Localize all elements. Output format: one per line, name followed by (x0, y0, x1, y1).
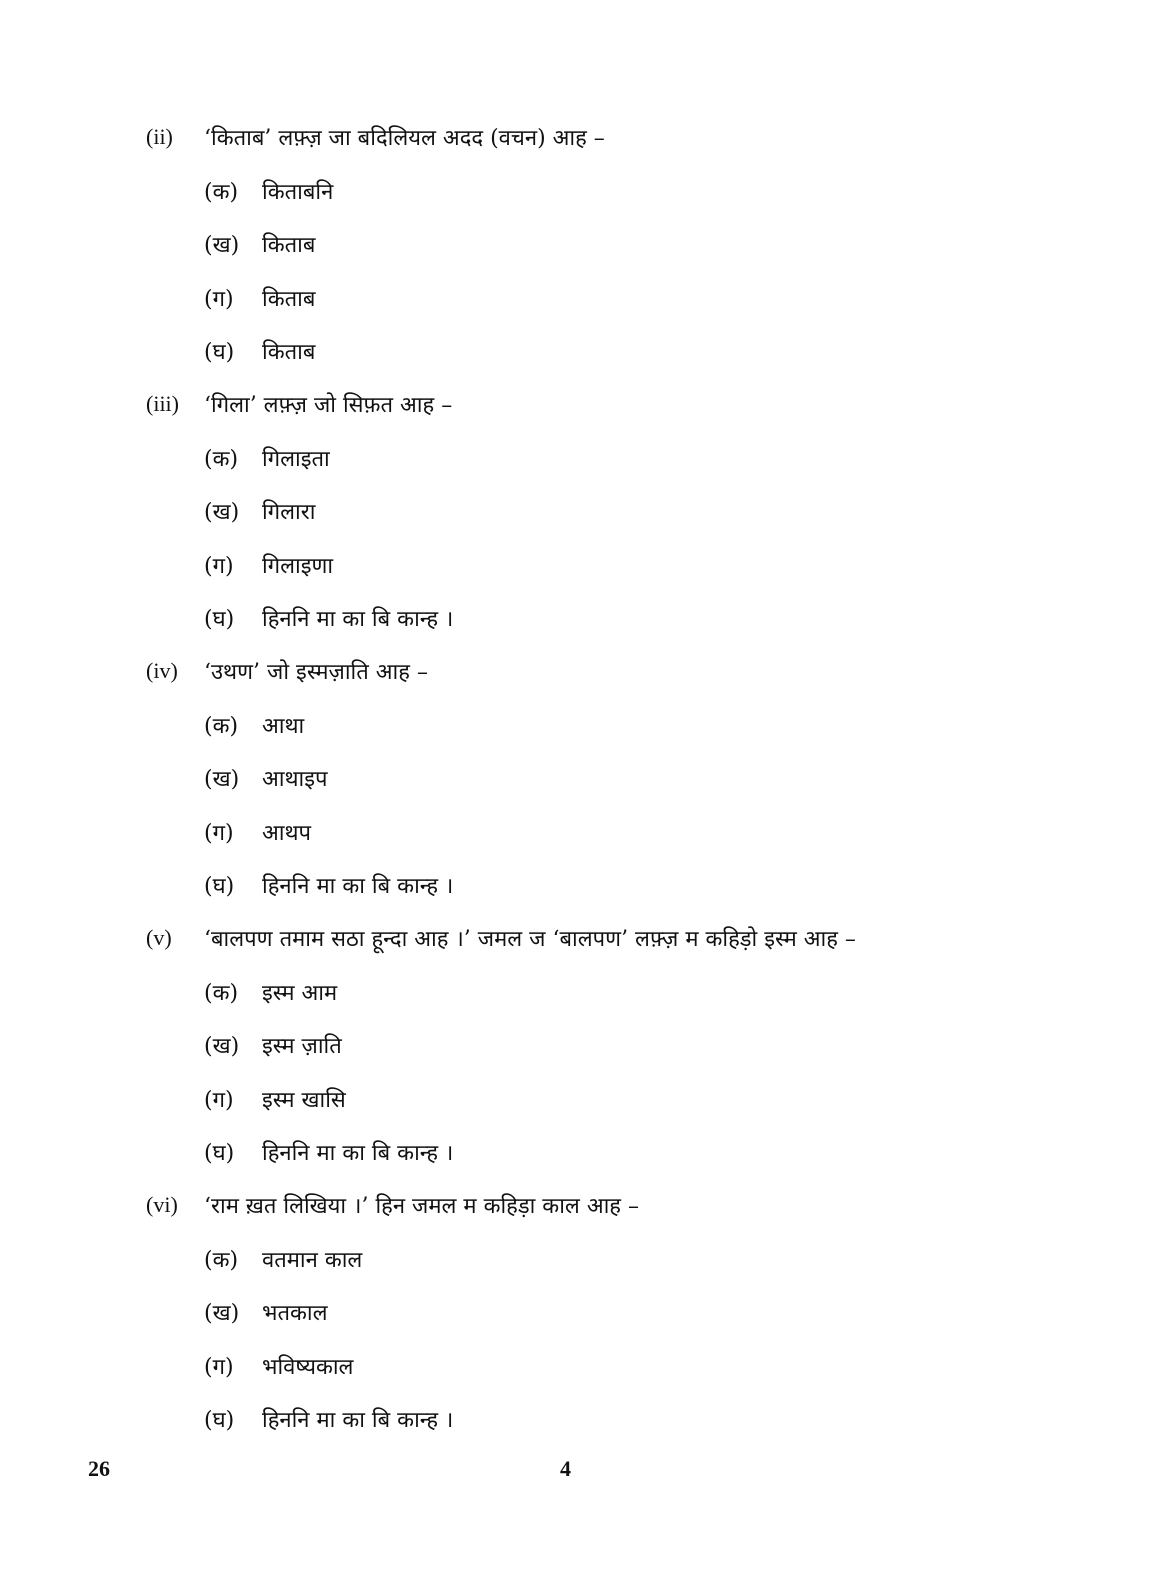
option-label: (क) (204, 180, 239, 205)
option-label: (घ) (204, 606, 235, 632)
question-vi (0, 1186, 1152, 1453)
option-label: (क) (204, 1248, 239, 1273)
option-text: किताब (262, 339, 316, 365)
option-text: आथप (262, 820, 312, 846)
question-text: ‘किताब’ लफ़्ज़ जा बदिलियल अदद (वचन) आह – (204, 126, 605, 151)
option-text: आथा (262, 714, 305, 739)
option-text: इस्म आम (262, 981, 338, 1006)
option-label: (क) (204, 447, 239, 472)
option-text: आथाइप (262, 767, 328, 793)
question-text: ‘गिला’ लफ़्ज़ जो सिफ़त आह – (204, 393, 453, 418)
option-label: (ग) (204, 820, 234, 846)
option-ka (0, 172, 1152, 225)
question-header (0, 118, 1152, 172)
option-label: (ख) (204, 500, 240, 526)
option-label: (ग) (204, 286, 234, 312)
question-text: ‘उथण’ जो इस्मज़ाति आह – (204, 660, 428, 685)
option-ga (0, 1080, 1152, 1133)
option-text: गिलाइणा (262, 553, 334, 579)
option-kha (0, 225, 1152, 278)
option-label: (घ) (204, 339, 235, 365)
question-number: (ii) (146, 124, 173, 149)
question-number: (iv) (146, 658, 178, 683)
option-kha (0, 759, 1152, 812)
option-label: (ग) (204, 1354, 234, 1380)
option-text: इस्म ज़ाति (262, 1034, 342, 1060)
option-text: भतकाल (262, 1301, 328, 1327)
option-gha (0, 332, 1152, 385)
question-number: (iii) (146, 391, 179, 416)
option-ga (0, 546, 1152, 599)
question-text: ‘राम ख़त लिखिया ।’ हिन जमल म कहिड़ा काल आह – (204, 1194, 639, 1219)
question-header (0, 652, 1152, 706)
question-v (0, 919, 1152, 1186)
option-text: किताब (262, 286, 316, 312)
question-number: (vi) (146, 1192, 178, 1217)
option-gha (0, 866, 1152, 919)
option-label: (ख) (204, 1034, 240, 1060)
option-kha (0, 1026, 1152, 1079)
option-label: (घ) (204, 1140, 235, 1166)
option-text: किताबनि (262, 180, 334, 205)
option-ka (0, 439, 1152, 492)
question-header (0, 385, 1152, 439)
option-gha (0, 1400, 1152, 1453)
question-header (0, 919, 1152, 973)
option-text: वतमान काल (262, 1248, 363, 1273)
option-label: (ख) (204, 233, 240, 259)
option-text: हिननि मा का बि कान्ह । (262, 606, 454, 632)
paper-code: 26 (88, 1456, 110, 1481)
option-ka (0, 1240, 1152, 1293)
option-ka (0, 973, 1152, 1026)
option-text: इस्म खासि (262, 1087, 346, 1113)
option-gha (0, 1133, 1152, 1186)
option-gha (0, 599, 1152, 652)
page-number: 4 (560, 1456, 571, 1481)
option-label: (क) (204, 981, 239, 1006)
option-text: भविष्यकाल (262, 1354, 354, 1380)
question-number: (v) (146, 925, 172, 950)
option-label: (ग) (204, 553, 234, 579)
option-kha (0, 1293, 1152, 1346)
option-ga (0, 813, 1152, 866)
option-label: (ग) (204, 1087, 234, 1113)
option-label: (घ) (204, 873, 235, 899)
option-label: (ख) (204, 767, 240, 793)
option-text: हिननि मा का बि कान्ह । (262, 1407, 454, 1433)
option-ka (0, 706, 1152, 759)
question-iv (0, 652, 1152, 919)
option-text: किताब (262, 233, 316, 259)
question-ii (0, 118, 1152, 385)
question-header (0, 1186, 1152, 1240)
option-text: हिननि मा का बि कान्ह । (262, 873, 454, 899)
question-text: ‘बालपण तमाम सठा हून्दा आह ।’ जमल ज ‘बालपण’ लफ़्ज़ म कहिड़ो इस्म आह – (204, 927, 856, 952)
option-text: गिलाइता (262, 447, 330, 472)
option-label: (ख) (204, 1301, 240, 1327)
option-ga (0, 1347, 1152, 1400)
option-text: गिलारा (262, 500, 316, 526)
option-text: हिननि मा का बि कान्ह । (262, 1140, 454, 1166)
option-kha (0, 492, 1152, 545)
option-label: (घ) (204, 1407, 235, 1433)
question-iii (0, 385, 1152, 652)
option-ga (0, 279, 1152, 332)
option-label: (क) (204, 714, 239, 739)
